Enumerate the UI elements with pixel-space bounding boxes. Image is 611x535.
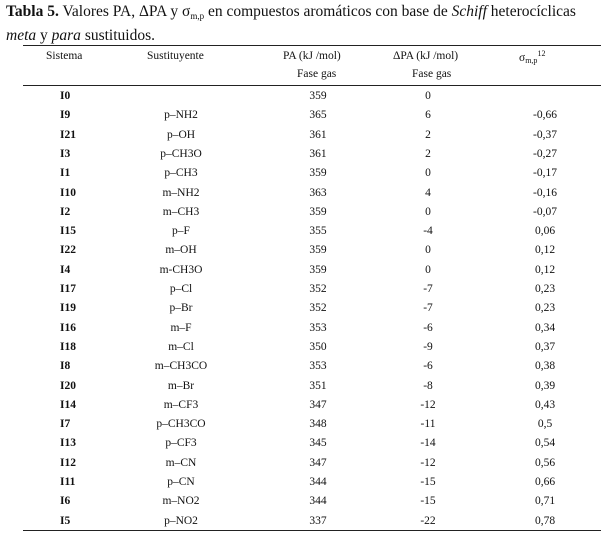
header-sustituyente: Sustituyente xyxy=(147,50,204,62)
table-row xyxy=(0,492,611,511)
dpa-cell: -4 xyxy=(423,225,433,238)
sigma-cell: 0,39 xyxy=(534,379,556,392)
substituent-cell: p–Br xyxy=(169,302,193,315)
pa-cell: 348 xyxy=(309,418,327,431)
substituent-cell: m-CH3O xyxy=(159,263,203,276)
substituent-cell: m–OH xyxy=(165,244,197,257)
dpa-cell: -9 xyxy=(423,340,433,353)
table-caption xyxy=(6,2,606,46)
caption-text-2: en compuestos aromáticos con base de xyxy=(204,3,452,20)
pa-cell: 359 xyxy=(309,167,327,180)
sigma-cell: 0,12 xyxy=(534,263,556,276)
pa-cell: 350 xyxy=(309,340,327,353)
header-sigma-symbol: σ xyxy=(519,52,526,64)
sigma-cell: -0,66 xyxy=(533,109,557,122)
bottom-rule xyxy=(23,530,601,531)
dpa-cell: -12 xyxy=(420,398,436,411)
table-row xyxy=(0,203,611,222)
table-row xyxy=(0,396,611,415)
caption-text-4: sustituidos. xyxy=(80,27,156,44)
table-row xyxy=(0,241,611,260)
system-cell: I14 xyxy=(60,398,76,411)
dpa-cell: -12 xyxy=(420,456,436,469)
dpa-cell: -22 xyxy=(420,514,436,527)
sigma-cell: 0,54 xyxy=(534,437,556,450)
substituent-cell: p–F xyxy=(172,225,190,238)
system-cell: I10 xyxy=(60,186,76,199)
sigma-cell: 0,12 xyxy=(534,244,556,257)
pa-cell: 359 xyxy=(309,205,327,218)
sigma-cell: 0,23 xyxy=(534,302,556,315)
table-row xyxy=(0,164,611,183)
pa-cell: 355 xyxy=(309,225,327,238)
system-cell: I9 xyxy=(60,109,71,122)
caption-sigma-sub: m,p xyxy=(190,11,205,21)
table-row xyxy=(0,299,611,318)
substituent-cell: m–CF3 xyxy=(163,398,199,411)
system-cell: I8 xyxy=(60,360,71,373)
substituent-cell: p–CH3 xyxy=(164,167,198,180)
dpa-cell: 2 xyxy=(425,128,431,141)
substituent-cell: m–CH3CO xyxy=(154,360,208,373)
table-row xyxy=(0,280,611,299)
sigma-cell: 0,06 xyxy=(534,225,556,238)
table-row xyxy=(0,377,611,396)
pa-cell: 345 xyxy=(309,437,327,450)
pa-cell: 365 xyxy=(309,109,327,122)
dpa-cell: 0 xyxy=(425,167,431,180)
substituent-cell: p–OH xyxy=(166,128,196,141)
dpa-cell: -14 xyxy=(420,437,436,450)
pa-cell: 337 xyxy=(309,514,327,527)
sigma-cell: 0,56 xyxy=(534,456,556,469)
caption-text-3: heterocíclicas xyxy=(486,3,576,20)
system-cell: I22 xyxy=(60,244,76,257)
system-cell: I12 xyxy=(60,456,76,469)
header-dpa: ΔPA (kJ /mol) xyxy=(393,50,459,62)
sigma-cell: 0,5 xyxy=(537,418,553,431)
pa-cell: 353 xyxy=(309,321,327,334)
substituent-cell: m–CH3 xyxy=(162,205,200,218)
sigma-cell: 0,71 xyxy=(534,495,556,508)
dpa-cell: 6 xyxy=(425,109,431,122)
dpa-cell: -7 xyxy=(423,283,433,295)
sigma-cell: 0,37 xyxy=(534,340,556,353)
pa-cell: 359 xyxy=(309,263,327,276)
dpa-cell: 2 xyxy=(425,147,431,160)
pa-cell: 344 xyxy=(309,495,327,508)
pa-cell: 352 xyxy=(309,283,327,295)
table-row xyxy=(0,415,611,434)
table-row xyxy=(0,473,611,492)
sigma-cell: -0,27 xyxy=(533,147,557,160)
header-sigma xyxy=(519,49,545,65)
caption-schiff: Schiff xyxy=(451,3,487,20)
sigma-cell: -0,16 xyxy=(533,186,557,199)
system-cell: I2 xyxy=(60,205,71,218)
table-row xyxy=(0,434,611,453)
dpa-cell: -15 xyxy=(420,495,436,508)
table-row xyxy=(0,222,611,241)
system-cell: I13 xyxy=(60,437,76,450)
header-dpa-phase: Fase gas xyxy=(412,68,452,80)
sigma-cell: 0,34 xyxy=(534,321,556,334)
dpa-cell: 0 xyxy=(425,90,431,102)
dpa-cell: -11 xyxy=(420,418,436,431)
system-cell: I17 xyxy=(60,283,76,295)
dpa-cell: 4 xyxy=(425,186,431,199)
table-row xyxy=(0,106,611,125)
dpa-cell: 0 xyxy=(425,244,431,257)
pa-cell: 347 xyxy=(309,398,327,411)
top-rule xyxy=(23,45,601,46)
system-cell: I4 xyxy=(60,263,71,276)
sigma-cell: 0,43 xyxy=(534,398,556,411)
pa-cell: 347 xyxy=(309,456,327,469)
sigma-cell: 0,66 xyxy=(534,476,556,488)
caption-text-1: Valores PA, ΔPA y σ xyxy=(58,3,191,20)
header-pa-phase: Fase gas xyxy=(297,68,337,80)
dpa-cell: -6 xyxy=(423,321,433,334)
caption-meta: meta xyxy=(6,27,37,44)
substituent-cell: p–CH3O xyxy=(160,147,202,160)
table-row xyxy=(0,87,611,106)
dpa-cell: -6 xyxy=(423,360,433,373)
system-cell: I18 xyxy=(60,340,76,353)
caption-para: para xyxy=(51,27,81,44)
sigma-cell: 0,78 xyxy=(534,514,556,527)
table-row xyxy=(0,454,611,473)
system-cell: I20 xyxy=(60,379,76,392)
substituent-cell: m–F xyxy=(170,321,192,334)
dpa-cell: -7 xyxy=(423,302,433,315)
substituent-cell: p–NO2 xyxy=(164,514,198,527)
pa-cell: 353 xyxy=(309,360,327,373)
header-sigma-ref: 12 xyxy=(537,49,546,58)
header-sigma-sub: m,p xyxy=(525,56,538,65)
substituent-cell: m–CN xyxy=(165,456,197,469)
substituent-cell: p–NH2 xyxy=(164,109,198,122)
system-cell: I19 xyxy=(60,302,76,315)
substituent-cell: m–NO2 xyxy=(162,495,200,508)
system-cell: I1 xyxy=(60,167,71,180)
table-row xyxy=(0,261,611,280)
substituent-cell: p–CF3 xyxy=(165,437,197,450)
caption-label: Tabla 5. xyxy=(6,3,59,20)
pa-cell: 352 xyxy=(309,302,327,315)
substituent-cell: m–Cl xyxy=(168,340,194,353)
pa-cell: 361 xyxy=(309,128,327,141)
pa-cell: 361 xyxy=(309,147,327,160)
table-row xyxy=(0,357,611,376)
header-rule xyxy=(23,85,601,86)
substituent-cell: m–NH2 xyxy=(162,186,200,199)
system-cell: I11 xyxy=(60,476,76,488)
system-cell: I0 xyxy=(60,90,71,102)
table-row xyxy=(0,338,611,357)
system-cell: I21 xyxy=(60,128,76,141)
substituent-cell: p–CN xyxy=(167,476,195,488)
system-cell: I15 xyxy=(60,225,76,238)
substituent-cell: p–Cl xyxy=(169,283,193,295)
caption-text-y: y xyxy=(36,27,52,44)
dpa-cell: 0 xyxy=(425,263,431,276)
table-row xyxy=(0,512,611,531)
header-sistema: Sistema xyxy=(46,50,83,62)
dpa-cell: 0 xyxy=(425,205,431,218)
dpa-cell: -15 xyxy=(420,476,436,488)
substituent-cell: p–CH3CO xyxy=(156,418,206,431)
dpa-cell: -8 xyxy=(423,379,433,392)
pa-cell: 359 xyxy=(309,244,327,257)
header-pa: PA (kJ /mol) xyxy=(283,50,341,62)
table-row xyxy=(0,145,611,164)
table-row xyxy=(0,319,611,338)
table-row xyxy=(0,126,611,145)
system-cell: I5 xyxy=(60,514,71,527)
sigma-cell: -0,37 xyxy=(533,128,557,141)
system-cell: I3 xyxy=(60,147,71,160)
sigma-cell: 0,23 xyxy=(534,283,556,295)
table-row xyxy=(0,184,611,203)
pa-cell: 363 xyxy=(309,186,327,199)
system-cell: I7 xyxy=(60,418,71,431)
pa-cell: 359 xyxy=(309,90,327,102)
substituent-cell: m–Br xyxy=(167,379,195,392)
sigma-cell: 0,38 xyxy=(534,360,556,373)
sigma-cell: -0,17 xyxy=(533,167,557,180)
pa-cell: 351 xyxy=(309,379,327,392)
system-cell: I16 xyxy=(60,321,76,334)
pa-cell: 344 xyxy=(309,476,327,488)
sigma-cell: -0,07 xyxy=(533,205,557,218)
system-cell: I6 xyxy=(60,495,71,508)
